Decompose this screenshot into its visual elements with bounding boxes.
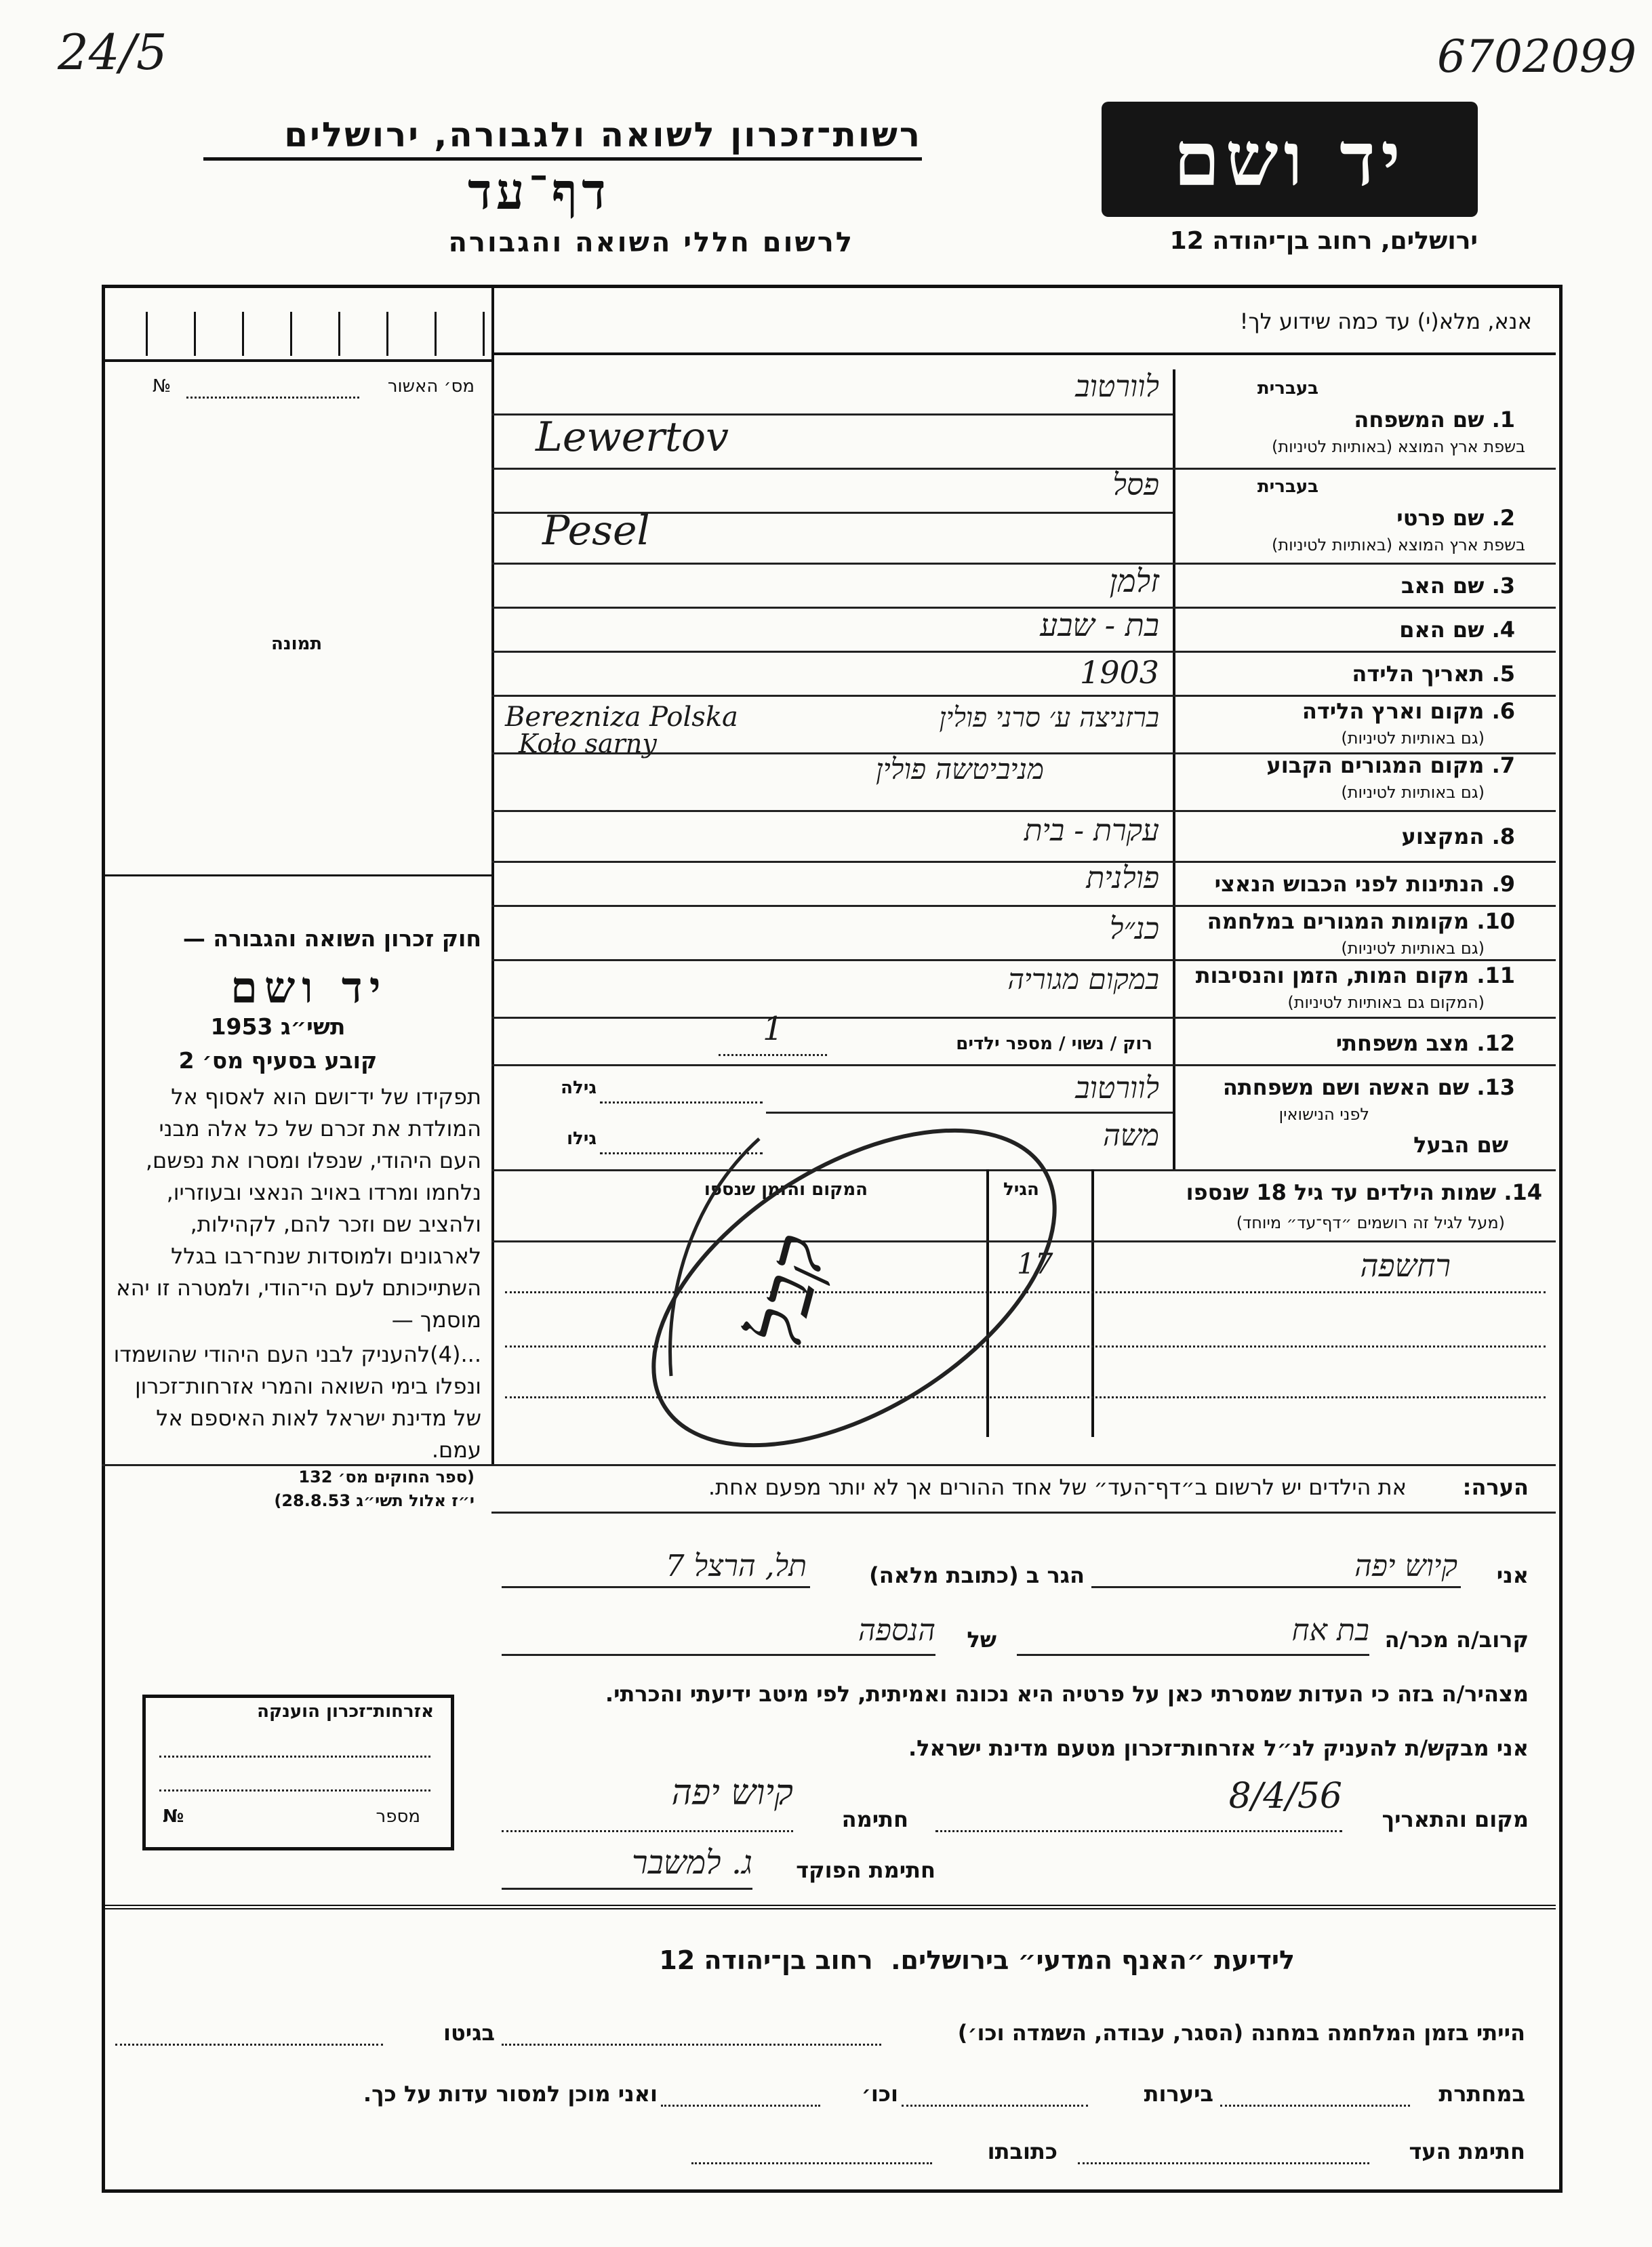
citizenship-line-2[interactable] [159,1789,430,1791]
field-5-num: 5. [1491,661,1515,687]
header-address: ירושלים, רחוב בן־יהודה 12 [1169,227,1478,255]
field-11-value[interactable]: במקום מגוריה [1007,963,1159,996]
child-1-name[interactable]: רחשפה [1360,1247,1451,1284]
field-1-value-he[interactable]: לוורטוב [1075,369,1159,404]
field-6-num: 6. [1491,698,1515,724]
footer-line3-field-a[interactable] [1078,2162,1369,2164]
code-box-bottom-rule [102,359,491,362]
field-4-num: 4. [1491,617,1515,643]
field-14-num: 14. [1504,1179,1542,1205]
decl-relation-line [1017,1654,1369,1656]
corner-note: 24/5 [58,24,167,81]
photo-area-rule [102,874,491,876]
field-7-rule [491,810,1556,812]
field-11-label-text: מקום המות, הזמן והנסיבות [1195,963,1470,988]
footer-line2-field-a[interactable] [1220,2105,1410,2107]
field-12-dots [719,1054,827,1056]
field-3-num: 3. [1491,573,1515,599]
field-10-rule [491,959,1556,961]
field-5-label-text: תאריך הלידה [1352,661,1485,687]
code-boxes [146,312,485,356]
field-13-num: 13. [1476,1074,1515,1100]
archive-number: 6702099 [1437,31,1636,83]
instruction-text: אנא, מלא(י) עד כמה שידוע לך! [1239,308,1532,334]
field-3-label-text: שם האב [1401,573,1485,599]
field-4-label-text: שם האם [1399,617,1485,643]
field-4-value[interactable]: בת - שבע [1040,607,1159,643]
field-4-label [1183,617,1515,643]
note-text: את הילדים יש לרשום ב״דף־העד״ של אחד ההורים אך לא יותר מפעם אחת. [708,1474,1407,1500]
field-8-num: 8. [1491,824,1515,849]
field-2-value-latin[interactable]: Pesel [542,507,650,554]
decl-of-line [502,1654,935,1656]
page-title: דף־עד [468,163,610,221]
authority-name: רשות־זכרון לשואה ולגבורה, ירושלים [203,115,922,161]
field-13-sub: לפני הנישואין [1278,1105,1369,1124]
field-12-options: רוק / נשוי / מספר ילדים [956,1034,1152,1054]
field-8-label-text: המקצוע [1401,824,1485,849]
field-14-label-text: שמות הילדים עד גיל 18 שנספו [1186,1179,1497,1205]
decl-address[interactable]: תל, הרצל 7 [665,1549,807,1583]
decl-signature-label: חתימה [841,1806,908,1832]
field-12-rule [491,1064,1556,1066]
children-col-age: הגיל [1003,1179,1039,1200]
field-12-num: 12. [1476,1030,1515,1056]
field-2-label-text: שם פרטי [1396,505,1485,531]
field-2-num: 2. [1491,505,1515,531]
field-9-rule [491,905,1556,907]
field-11-label [1183,963,1515,988]
law-year: תשי״ג 1953 [210,1013,346,1040]
decl-name[interactable]: קיוש יפה [1354,1549,1457,1583]
field-2-sub: בשפת ארץ המוצא (באותיות לטיניות) [1272,535,1525,554]
decl-residing-label: הגר ב (כתובת מלאה) [869,1562,1085,1588]
field-9-label [1183,871,1515,897]
permit-no-prefix: № [153,376,172,397]
decl-address-line [502,1586,810,1588]
field-5-label [1183,661,1515,687]
footer-address: רחוב בן־יהודה 12 [659,1945,873,1975]
law-date: י״ז אלול תשי״ג 28.8.53) [274,1491,475,1510]
photo-label: תמונה [271,634,323,654]
field-3-label [1183,573,1515,599]
field-7-label [1183,752,1515,778]
field-5-value[interactable]: 1903 [1079,654,1159,691]
field-2-hebrew-tag: בעברית [1257,477,1318,497]
citizenship-number-label: מספר [376,1806,420,1827]
field-6-value-latin[interactable]: Berezniza Polska [505,702,738,733]
field-2-label [1183,505,1515,531]
field-10-label-text: מקומות המגורים במלחמה [1207,908,1470,934]
field-13-age-label-2: גילו [567,1129,597,1149]
citizenship-title: אזרחות־זכרון הוענקה [257,1701,434,1722]
decl-statement-1: מצהיר/ה בזה כי העדות שמסרתי כאן על פרטיה היא נכונה ואמיתית, לפי מיטב ידיעתי והכרתי. [605,1681,1529,1707]
field-1-sub: בשפת ארץ המוצא (באותיות לטיניות) [1272,437,1525,456]
law-item-4: ...(4)להעניק לבני העם היהודי שהושמדו ונפלו בימי השואה והמרי אזרחות־זכרון של מדינת ישראל לאות האיספם אל עמם. [113,1341,481,1463]
field-6-value-latin-2[interactable]: Koło sarny [519,729,657,758]
child-1-age[interactable]: 17 [1017,1247,1053,1280]
footer-line3-field-b[interactable] [691,2162,932,2164]
footer-line3-a: חתימת העד [1409,2139,1525,2164]
field-13-age-label-1: גילה [561,1078,597,1098]
field-11-sub: (המקום גם באותיות לטיניות) [1287,993,1485,1012]
decl-officer-label: חתימת הפוקד [796,1857,935,1883]
field-9-num: 9. [1491,871,1515,897]
decl-place-date[interactable]: 8/4/56 [1228,1776,1342,1817]
field-12-value[interactable]: 1 [763,1010,784,1048]
footer-line2-c: וכו׳ [861,2081,898,2107]
field-12-label-text: מצב משפחתי [1335,1030,1470,1056]
field-10-num: 10. [1476,908,1515,934]
field-13-label [1183,1074,1515,1100]
footer-line2-field-b[interactable] [902,2105,1088,2107]
field-8-label [1183,824,1515,849]
decl-of-label: של [967,1627,996,1653]
citizenship-line-1[interactable] [159,1756,430,1758]
footer-line1-b: בגיטו [443,2020,495,2046]
footer-line2-b: ביערות [1144,2081,1213,2107]
footer-title-text: לידיעת ״האנף המדעי״ בירושלים. [891,1945,1295,1975]
decl-relation[interactable]: בת אח [1291,1613,1369,1648]
decl-name-line [1091,1586,1461,1588]
field-7-num: 7. [1491,752,1515,778]
citizenship-number-prefix: № [163,1806,184,1827]
field-11-rule [491,1017,1556,1019]
field-10-sub: (גם באותיות לטיניות) [1341,939,1485,958]
field-13-label-text: שם האשה ושם משפחתה [1222,1074,1470,1100]
decl-place-date-line [935,1830,1342,1832]
yad-vashem-logo [1102,102,1478,217]
field-1-label-text: שם המשפחה [1354,407,1485,432]
field-9-value[interactable]: פולנית [1086,861,1159,895]
footer-title [529,1945,1295,1975]
footer-line3-b: כתובתו [987,2139,1057,2164]
law-text: תפקידו של יד־ושם הוא לאסוף אל המולדת את זכרם של כל אלה מבני העם היהודי, שנפלו ומסרו את נפשם, נלחמו ומרדו באויב הנאצי ובעוזריו, ולהציב שם וזכר להם, לקהילות, לארגונים ולמוסדות שנח־רבו בגלל השתייכותם לעם הי־הודי, ולמטרה זו יהא מוסמך — [116,1084,481,1333]
footer-line2-d: ואני מוכן למסור עדות על כך. [363,2081,658,2107]
field-8-value[interactable]: עקרת - בית [1024,813,1159,848]
law-title: חוק זכרון השואה והגבורה — [182,925,481,952]
field-6-value[interactable]: ברזניצה ע׳ סרני פולין [939,702,1159,733]
received-stamp-oval [610,1091,1098,1471]
field-14-sub: (מעל לגיל זה רושמים ״דף־עד״ מיוחד) [1236,1213,1505,1232]
field-13-value-1[interactable]: לוורטוב [1075,1071,1159,1106]
left-column-divider [491,285,494,1464]
field-14-label [1098,1179,1542,1205]
law-source: (ספר החוקים מס׳ 132 [298,1467,475,1486]
field-6-sub: (גם באותיות לטיניות) [1341,729,1485,748]
field-1-label [1183,407,1515,432]
decl-of-value[interactable]: הנספה [858,1613,935,1648]
law-name: יד ושם [230,963,388,1013]
decl-place-date-label: מקום והתאריך [1382,1806,1529,1832]
footer-line2-a: במחתרת [1438,2081,1525,2107]
field-10-value[interactable]: כנ״ל [1109,912,1159,946]
logo-text: יד ושם [1173,115,1406,203]
field-1-value-latin[interactable]: Lewertov [536,413,729,461]
field-1-num: 1. [1491,407,1515,432]
field-2-value-he[interactable]: פסל [1112,468,1159,502]
footer-line2-field-c[interactable] [661,2105,820,2107]
note-rule [491,1512,1556,1514]
field-11-num: 11. [1476,963,1515,988]
permit-no-field[interactable] [186,397,359,399]
children-col-place: המקום והזמן שנספו [704,1179,868,1200]
footer-line1-field-a[interactable] [502,2044,881,2046]
decl-officer-line [502,1888,752,1890]
field-6-label-text: מקום וארץ הלידה [1302,698,1485,724]
label-column-divider [1173,369,1175,1169]
instruction-rule [491,352,1556,355]
field-10-label [1183,908,1515,934]
decl-relative-label: קרוב/ה מכר/ה [1384,1627,1529,1653]
decl-statement-2: אני מבקש/ת להעניק לנ״ל אזרחות־זכרון מטעם מדינת ישראל. [908,1735,1529,1761]
footer-line1-field-b[interactable] [115,2044,383,2046]
field-6-label [1183,698,1515,724]
decl-officer[interactable]: ג. למשבר [632,1844,752,1882]
footer-line1-a: הייתי בזמן המלחמה במחנה (הסגר, עבודה, השמדה וכו׳) [957,2020,1525,2046]
decl-i-label: אני [1496,1562,1529,1588]
received-stamp-text: קבל [731,1226,844,1356]
field-9-label-text: הנתינות לפני הכבוש הנאצי [1214,871,1485,897]
field-12-label [1183,1030,1515,1056]
decl-signature[interactable]: קיוש יפה [671,1773,793,1813]
field-1-hebrew-tag: בעברית [1257,378,1318,399]
note-label: הערה: [1462,1474,1529,1500]
permit-no-label: מס׳ האשור [387,376,475,397]
field-7-value[interactable]: מניביטשה פולין [875,752,1044,786]
field-5-rule [491,695,1556,697]
field-13-spouse-label: שם הבעל [1413,1132,1508,1158]
footer-divider [102,1905,1556,1909]
field-3-value[interactable]: זלמן [1109,563,1159,599]
field-13-value-2[interactable]: משה [1102,1118,1159,1153]
field-7-label-text: מקום המגורים הקבוע [1266,752,1485,778]
law-clause: קובע בסעיף מס׳ 2 [178,1047,378,1074]
page-subtitle: לרשום חללי השואה והגבורה [448,227,854,258]
decl-signature-line [502,1830,793,1832]
field-7-sub: (גם באותיות לטיניות) [1341,783,1485,802]
field-4-rule [491,651,1556,653]
